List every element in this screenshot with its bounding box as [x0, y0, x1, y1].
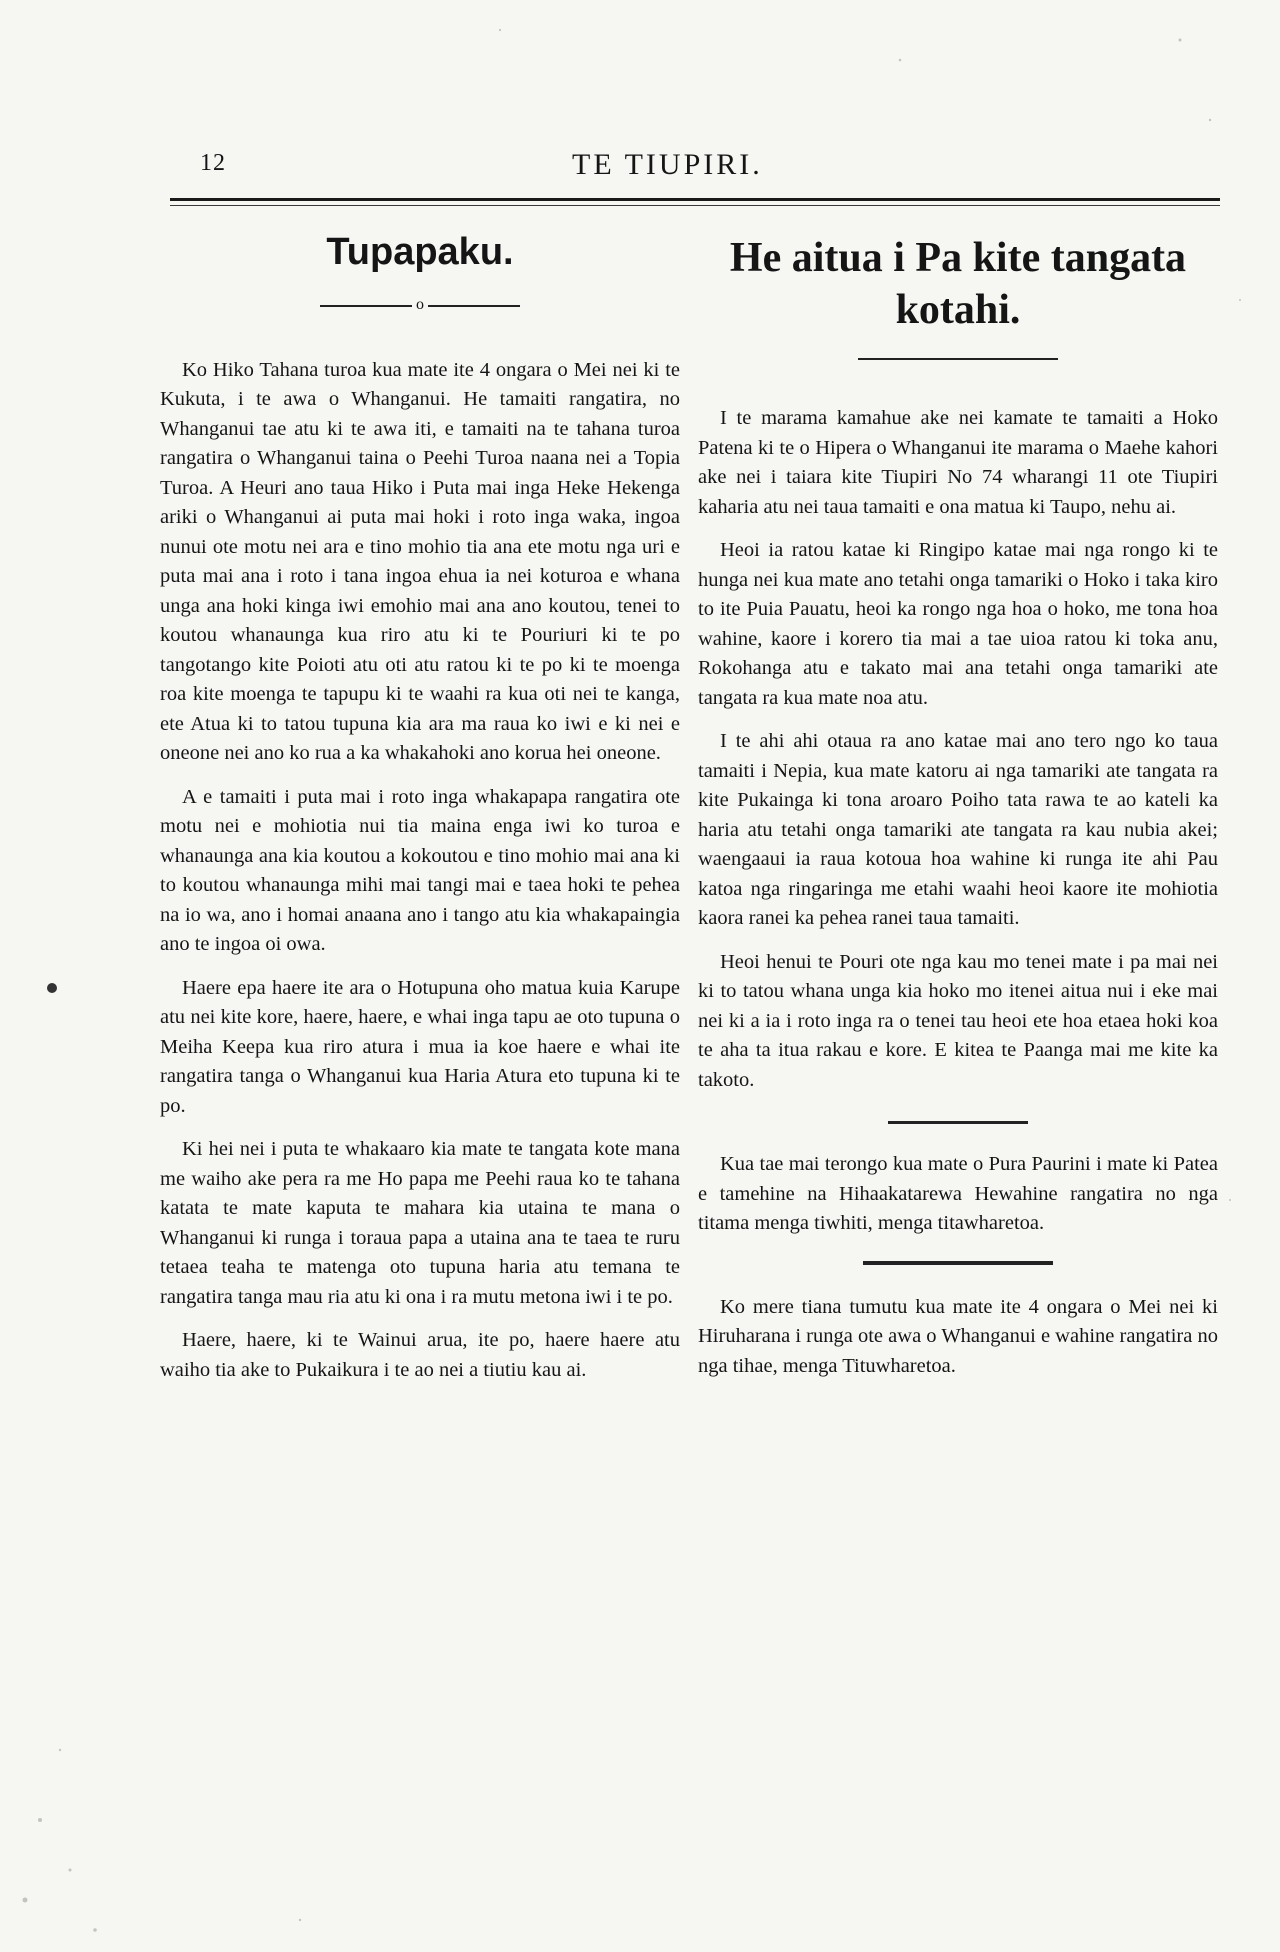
article-paragraph: Haere, haere, ki te Wainui arua, ite po, haere haere atu waiho tia ake to Pukaikura i te ao nei a tiutiu kau ai.	[160, 1329, 680, 1381]
obituary-headline: Tupapaku.	[326, 231, 514, 273]
section-divider	[863, 1261, 1053, 1265]
article-paragraph: A e tamaiti i puta mai i roto inga whakapapa rangatira ote motu nei e mohiotia nui tia maina enga iwi ko turoa e whanaunga ana kia koutou a kokoutou e tino mohio mai ana ki to koutou whanaunga mihi mai tangi mai e taea hoki te pehea na io wa, ano i homai anaana ano i tango atu kia whakapaingia ano te ingoa oi owa.	[160, 785, 680, 955]
page-header	[170, 150, 1220, 190]
article-paragraph: Ko Hiko Tahana turoa kua mate ite 4 ongara o Mei nei ki te Kukuta, i te awa o Whanganui. He tamaiti rangatira, no Whanganui tae atu ki te awa iti, e tamaiti na te tahana turoa rangatira o Whanganui taina o Peehi Turoa naana nei a Topia Turoa. A Heuri ano taua Hiko i Puta mai inga Heke Hekenga ariki o Whanganui ai puta mai hoki i roto inga waka, ingoa nunui ote motu nei ara e tino mohio tia ana ete motu nga uri e puta mai ana i roto i tana ingoa ehua ia nei koturoa e whana unga ana hoki kinga iwi emohio mai ana ano koutou, tenei to koutou whanaunga kua riro atu ki te Pouriuri ki te po tangotango kite Poioti atu oti atu ratou ki te po ki te moenga roa kite moenga te tapupu ki te waahi ra kua oti nei te kanga, ete Atua ki to tatou tupuna kia ara ma raua ko iwi e ki nei e oneone nei ano ko rua a ka whakahoki ano korua hei oneone.	[160, 358, 680, 764]
ink-blot	[47, 983, 57, 993]
left-column	[160, 232, 680, 1399]
article-paragraph: Heoi henui te Pouri ote nga kau mo tenei mate i pa mai nei ki to tatou whana unga kia hoko mo itenei aitua nui i eke mai nei ki a ia i roto inga ra o tenei tau heoi ete hoa etaea hoki koa te aha ta itua rakau e kore. E kitea te Paanga mai me kite ka takoto.	[698, 950, 1218, 1091]
accident-headline: He aitua i Pa kite tangata kotahi.	[729, 235, 1187, 333]
header-rule	[170, 198, 1220, 201]
section-divider	[888, 1121, 1028, 1124]
divider-mark: o	[412, 294, 428, 316]
notice-paragraph: Kua tae mai terongo kua mate o Pura Paurini i mate ki Patea e tamehine na Hihaakatarewa Hewahine rangatira no nga titama menga tiwhiti, menga titawharetoa.	[698, 1153, 1218, 1234]
article-paragraph: Heoi ia ratou katae ki Ringipo katae mai nga rongo ki te hunga nei kua mate ano tetahi onga tamariki o Hoko i taka kiro to ite Puia Pauatu, heoi ka rongo nga hoa o hoko, me tona hoa wahine, kaore i korero tia mai a tae uioa ratou ki toka anu, Rokohanga atu e takato mai ana tetahi onga tamariki ate tangata ra kua mate noa atu.	[698, 539, 1218, 709]
page-number: 12	[200, 150, 226, 176]
right-column	[698, 232, 1218, 1395]
header-rule-thin	[170, 205, 1220, 206]
article-paragraph: Haere epa haere ite ara o Hotupuna oho matua kuia Karupe atu nei kite kore, haere, haere, e whai inga tapu ae oto tupuna o Meiha Keepa kua riro atura i mua ia koe haere e whai ite rangatira tanga o Whanganui kua Haria Atura eto tupuna ki te po.	[160, 976, 680, 1117]
running-title: TE TIUPIRI.	[572, 148, 763, 181]
article-paragraph: I te ahi ahi otaua ra ano katae mai ano tero ngo ko taua tamaiti i Nepia, kua mate katoru ai nga tamariki ate tangata ra kite Pukainga ki tona aroaro Poiho tata rawa te ao kateli ka haria atu tetahi onga tamariki ate tangata ra kau nubia akei; waengaaui ia raua kotoua hoa wahine ki runga ite ahi Pau katoa nga ringaringa me etahi waahi heoi kaore ite mohiotia kaora ranei ka pehea ranei taua tamaiti.	[698, 730, 1218, 929]
headline-divider	[858, 358, 1058, 370]
article-paragraph: Ki hei nei i puta te whakaaro kia mate te tangata kote mana me waiho ake pera ra me Ho papa me Peehi raua ko te tahana katata te mate kaputa te mahara kia utaina te mana o Whanganui ki runga i toraua papa a utaina ana te taea te ruru tetaea teaha te matenga oto tupuna haria atu temana te rangatira tanga mau ria atu ki ona i ra mutu metona iwi i te po.	[160, 1138, 680, 1308]
headline-divider	[320, 294, 520, 316]
notice-paragraph: Ko mere tiana tumutu kua mate ite 4 ongara o Mei nei ki Hiruharana i runga ote awa o Whanganui e wahine rangatira no nga tihae, menga Tituwharetoa.	[698, 1295, 1218, 1377]
article-paragraph: I te marama kamahue ake nei kamate te tamaiti a Hoko Patena ki te o Hipera o Whanganui ite marama o Maehe kahori ake nei i taiara kite Tiupiri No 74 wharangi 11 ote Tiupiri kaharia atu nei taua tamaiti e ona matua ki Taupo, nehu ai.	[698, 407, 1218, 518]
